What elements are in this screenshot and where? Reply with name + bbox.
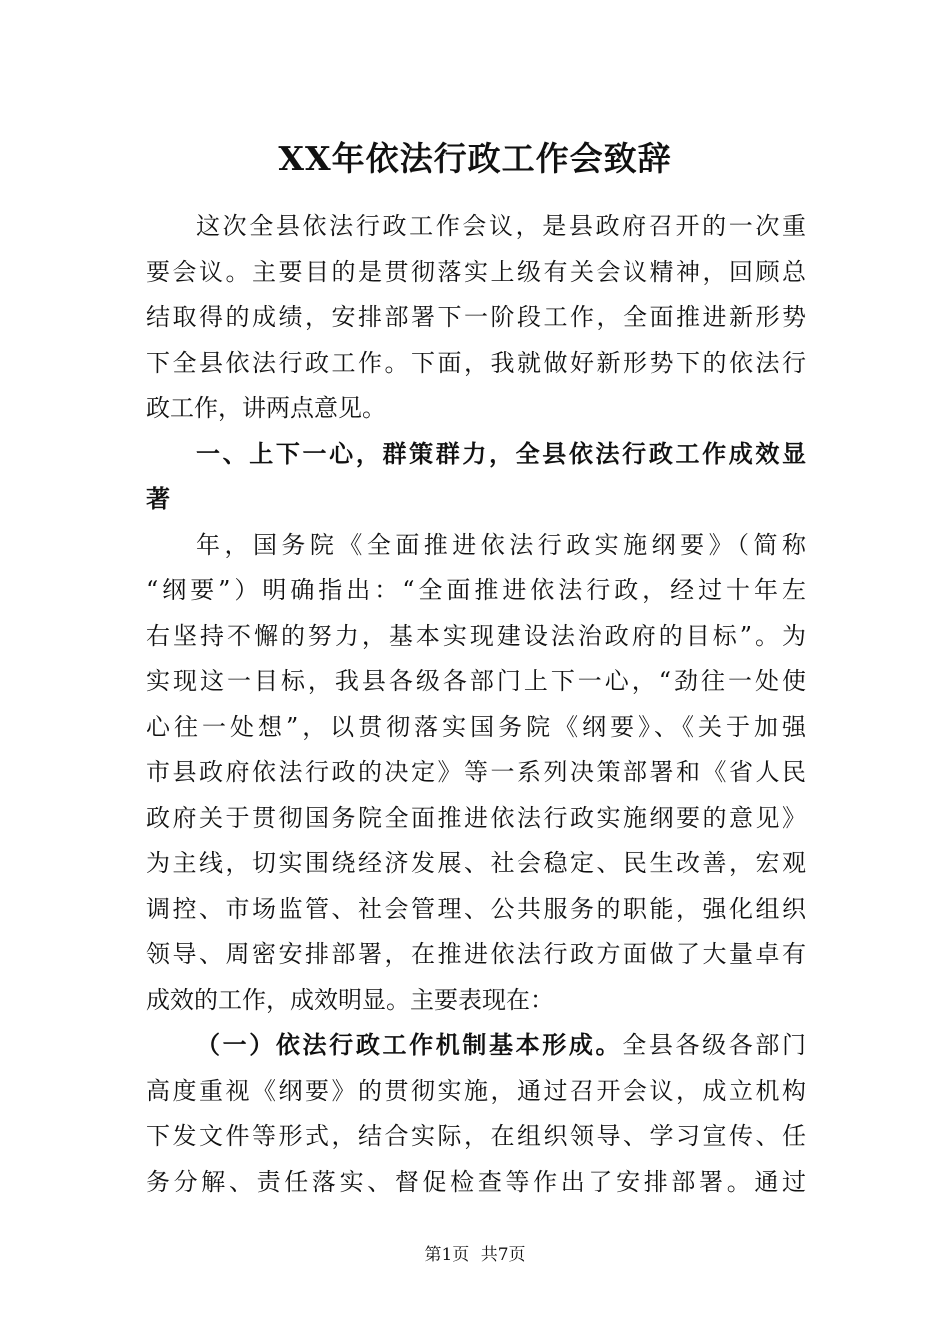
paragraph-line: [146, 1023, 806, 1069]
line-text: 市县政府依法行政的决定》等一系列决策部署和《省人民: [146, 758, 806, 786]
subsection-heading: （一）依法行政工作机制基本形成。: [196, 1031, 623, 1059]
paragraph-line: [146, 750, 806, 796]
line-text: “纲要”）明确指出：“全面推进依法行政，经过十年左: [146, 576, 806, 604]
paragraph-line: [146, 250, 806, 296]
line-text: 心往一处想”，以贯彻落实国务院《纲要》、《关于加强: [146, 712, 806, 741]
paragraph-line: [146, 341, 806, 387]
paragraph-line: [146, 887, 806, 933]
paragraph-line: [146, 841, 806, 887]
line-text: 结取得的成绩，安排部署下一阶段工作，全面推进新形势: [146, 303, 806, 331]
document-body: [146, 204, 806, 1205]
page-footer: [0, 1243, 950, 1267]
page-number: 第1页: [424, 1245, 470, 1265]
section-heading-line: [146, 432, 806, 478]
line-text: 务分解、责任落实、督促检查等作出了安排部署。通过: [146, 1167, 806, 1196]
section-heading-line: [146, 477, 806, 523]
line-text: 调控、市场监管、社会管理、公共服务的职能，强化组织: [146, 894, 806, 923]
paragraph-line: [146, 1069, 806, 1115]
page-total: 共7页: [480, 1245, 526, 1265]
line-text: 这次全县依法行政工作会议，是县政府召开的一次重: [196, 212, 806, 240]
document-title: XX年依法行政工作会致辞: [278, 139, 672, 178]
paragraph-line: [146, 796, 806, 842]
line-text: 年，国务院《全面推进依法行政实施纲要》（简称: [196, 530, 806, 559]
line-text: 成效的工作，成效明显。主要表现在：: [146, 985, 554, 1014]
line-text: 著: [146, 485, 170, 513]
paragraph-line: [146, 932, 806, 978]
line-text: 下发文件等形式，结合实际，在组织领导、学习宣传、任: [146, 1122, 806, 1150]
paragraph-line: [146, 568, 806, 614]
paragraph-line: [146, 386, 806, 432]
paragraph-line: [146, 1114, 806, 1160]
line-text: 要会议。主要目的是贯彻落实上级有关会议精神，回顾总: [146, 257, 806, 286]
line-text: 领导、周密安排部署，在推进依法行政方面做了大量卓有: [146, 940, 806, 968]
paragraph-line: [146, 295, 806, 341]
line-text: 一、上下一心，群策群力，全县依法行政工作成效显: [196, 439, 806, 468]
line-text: 下全县依法行政工作。下面，我就做好新形势下的依法行: [146, 348, 806, 377]
line-text: 政工作，讲两点意见。: [146, 394, 386, 422]
paragraph-line: [146, 614, 806, 660]
paragraph-line: [146, 978, 806, 1024]
line-text: 右坚持不懈的努力，基本实现建设法治政府的目标”。为: [146, 621, 806, 650]
paragraph-line: [146, 204, 806, 250]
paragraph-line: [146, 705, 806, 751]
paragraph-line: [146, 523, 806, 569]
line-text: 高度重视《纲要》的贯彻实施，通过召开会议，成立机构: [146, 1076, 806, 1105]
paragraph-line: [146, 659, 806, 705]
line-text: 政府关于贯彻国务院全面推进依法行政实施纲要的意见》: [146, 803, 806, 832]
paragraph-line: [146, 1160, 806, 1206]
line-text: 为主线，切实围绕经济发展、社会稳定、民生改善，宏观: [146, 849, 806, 877]
line-text: 实现这一目标，我县各级各部门上下一心，“劲往一处使: [146, 667, 806, 695]
line-text: 全县各级各部门: [622, 1031, 806, 1059]
